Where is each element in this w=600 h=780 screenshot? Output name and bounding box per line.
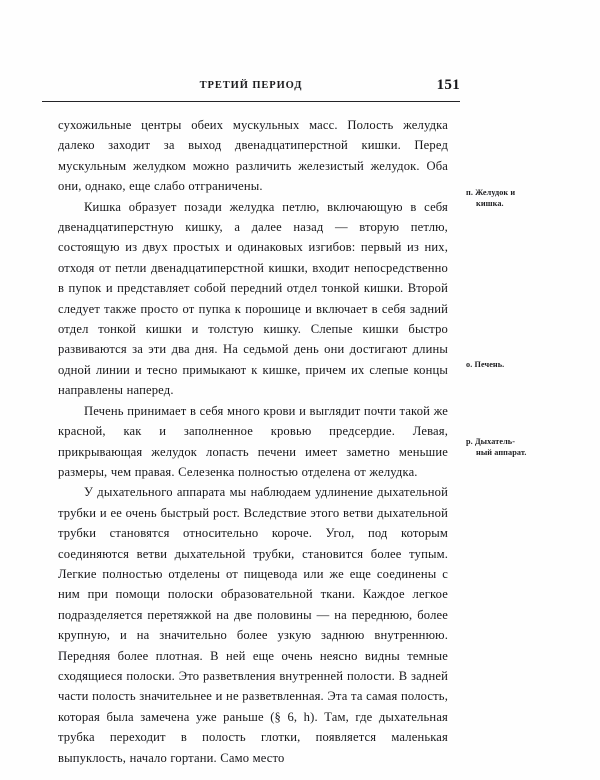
page-number: 151 bbox=[436, 77, 460, 93]
margin-note-stomach-intestine bbox=[466, 187, 578, 210]
margin-note-line-1: о. Печень. bbox=[466, 360, 505, 369]
margin-note-line-2: кишка. bbox=[476, 199, 504, 209]
margin-note-line-1: п. Желудок и bbox=[466, 188, 516, 197]
paragraph-respiratory: У дыхательного аппарата мы наблюдаем удлинение дыхательной трубки и ее очень быстрый рост. Вследствие этого ветви дыхательной трубки становятся относительно короче. Угол, под которым соединяются ветви дыхательной трубки, становится более тупым. Легкие полностью отделены от пищевода или же еще соединены с ним при помощи полоски образовательной ткани. Каждое легкое подразделяется перетяжкой на две половины — на переднюю, более крупную, и на значительно более узкую заднюю внутреннюю. Передняя более плотная. В ней еще очень неясно видны темные сходящиеся полоски. Это разветвления внутренней полости. В задней части полость значительнее и не разветвленная. Эта та самая полость, которая была замечена уже раньше (§ 6, h). Там, где дыхательная трубка переходит в полость глотки, появляется маленькая выпуклость, начало гортани. Само место bbox=[58, 485, 448, 765]
margin-note-respiratory bbox=[466, 436, 578, 459]
running-head bbox=[42, 77, 460, 102]
paragraph-liver: Печень принимает в себя много крови и выглядит почти такой же красной, как и заполненное кровью предсердие. Левая, прикрывающая желудок лопасть печени имеет заметно меньшие размеры, чем правая. Селезенка полностью отделена от желудка. bbox=[58, 403, 448, 479]
paragraph-intestinal-loop: Кишка образует позади желудка петлю, включающую в себя двенадцатиперстную кишку, а далее назад — вторую петлю, состоящую из двух простых и одинаковых изгибов: первый из них, отходя от петли двенадцатиперстной кишки, входит непосредственно в пупок и представляет собой передний отдел тонкой кишки. Второй следует также просто от пупка к порошице и включает в себя задний отдел тонкой кишки и толстую кишку. Слепые кишки быстро развиваются за эти два дня. На седьмой день они достигают длины одной линии и тесно примыкают к кишке, причем их слепые концы направлены наперед. bbox=[58, 199, 448, 398]
margin-note-liver bbox=[466, 359, 578, 370]
body-text-column bbox=[58, 115, 448, 768]
margin-note-line-2: ный аппарат. bbox=[476, 448, 527, 458]
paragraph-stomach-cavity: сухожильные центры обеих мускульных масс. Полость желудка далеко заходит за выход двенадцатиперстной кишки. Перед мускульным желудком можно различить железистый желудок. Оба они, однако, еще слабо отграничены. bbox=[58, 118, 448, 194]
header-rule bbox=[42, 101, 460, 102]
running-head-title: ТРЕТИЙ ПЕРИОД bbox=[199, 80, 303, 91]
margin-note-line-1: р. Дыхатель- bbox=[466, 437, 516, 446]
